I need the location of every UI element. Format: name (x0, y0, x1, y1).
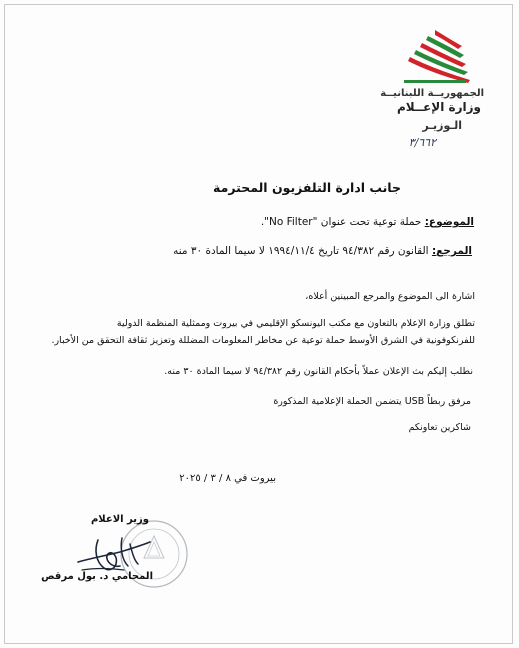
subject-line (261, 217, 474, 228)
reference-line (173, 246, 472, 257)
body-paragraph-4: مرفق ربطاً USB يتضمن الحملة الإعلامية المذكورة (273, 396, 471, 407)
place-date: بيروت في ٨ / ٣ / ٢٠٢٥ (179, 473, 276, 484)
ministry-logo-icon (398, 28, 472, 84)
body-paragraph-2-line-2: للفرنكوفونية في الشرق الأوسط حملة توعية عن مخاطر المعلومات المضللة وتعزيز ثقافة التحقق من الأخبار. (51, 335, 475, 346)
addressee-line: جانب ادارة التلفزيون المحترمة (213, 180, 401, 195)
reference-number: ٣/٦٦٢ (408, 136, 436, 149)
body-paragraph-5: شاكرين تعاونكم (408, 422, 471, 433)
body-paragraph-2-line-1: تطلق وزارة الإعلام بالتعاون مع مكتب اليونسكو الإقليمي في بيروت وممثلية المنظمة الدولية (116, 318, 475, 329)
republic-label: الجمهوريــة اللبنانيــة (380, 88, 484, 99)
subject-text: حملة توعية تحت عنوان "No Filter". (260, 216, 422, 228)
body-paragraph-1: اشارة الى الموضوع والمرجع المبينين أعلاه، (305, 291, 475, 302)
reference-label: المرجع: (431, 245, 472, 257)
subject-label: الموضوع: (424, 216, 474, 228)
signer-name: المحامي د. بول مرقص (41, 571, 153, 582)
minister-title: الـوزيـر (422, 119, 462, 132)
body-paragraph-3: نطلب إليكم بث الإعلان عملاً بأحكام القانون رقم ٩٤/٣٨٢ لا سيما المادة ٣٠ منه. (164, 366, 473, 377)
ministry-label: وزارة الإعــلام (396, 100, 481, 114)
signer-title: وزير الاعلام (90, 514, 149, 525)
reference-text: القانون رقم ٩٤/٣٨٢ تاريخ ١٩٩٤/١١/٤ لا سيما المادة ٣٠ منه (173, 245, 429, 257)
